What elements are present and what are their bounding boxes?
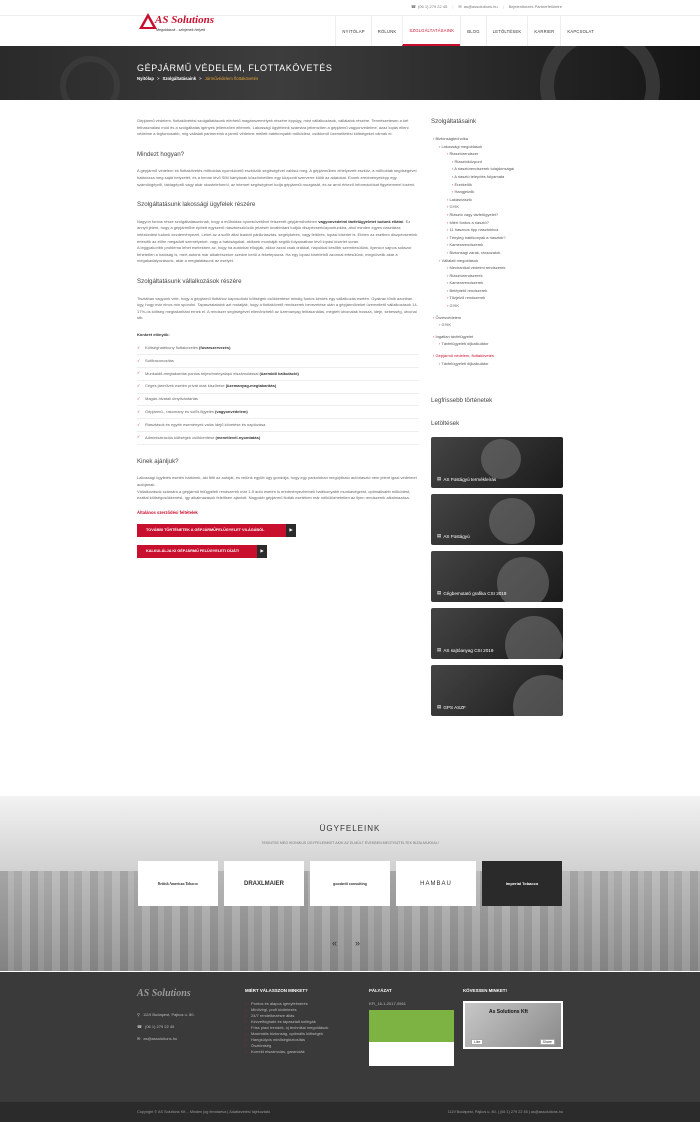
why-item: • Hangsúlyos minőségbiztosítás bbox=[245, 1037, 328, 1043]
sidebar-tree-item[interactable]: › A riasztó telepítés folyamata bbox=[452, 173, 505, 179]
benefit-item: ✓ Sofőrazonosítás bbox=[137, 355, 419, 368]
downloads-list bbox=[431, 437, 563, 716]
client-logo[interactable]: HAMBAU bbox=[396, 861, 476, 906]
chevron-right-icon: › bbox=[447, 280, 450, 286]
chevron-right-icon: › bbox=[447, 196, 450, 202]
chevron-right-icon: › bbox=[447, 227, 450, 233]
clients-title: ÜGYFELEINK bbox=[319, 824, 381, 833]
separator: | bbox=[452, 4, 454, 9]
location-icon: ⚲ bbox=[137, 1012, 140, 1017]
footer-phone[interactable]: ☎ (06 1) 279 22 45 bbox=[137, 1021, 195, 1033]
footer-email[interactable]: ✉ as@assolutions.hu bbox=[137, 1033, 195, 1045]
private-paragraph-2: A leggyakoribb probléma lehet esetekben az, hogy ha autónkat ellopják, akkor azzal csak órákkal, napokkal később szembesülünk, ilyenkor sajnos sokszor tehetetlen a hatóság is, mert autónk már alkatrészekre szedve kerül a feketepiacra. Ha egy lopási kísérletről azonnal értesülünk, megnövelik akár a megakadályozásunk, akár a megtalálásunk az esélyét. bbox=[137, 245, 412, 264]
chevron-right-icon: › bbox=[452, 173, 455, 179]
sidebar-tree-item[interactable]: › Őrzésvédelem bbox=[433, 314, 462, 320]
section-heading-private: Szolgáltatásunk lakossági ügyfelek részére bbox=[137, 201, 256, 209]
chevron-right-icon: › bbox=[439, 322, 442, 328]
logo-slogan: Megoldások - szinjenek helyett bbox=[156, 28, 206, 32]
mail-icon: ✉ bbox=[458, 4, 462, 9]
private-paragraph: Nagyon fontos része szolgáltatásunknak, hogy a műholdas nyomkövetővel felszerelt gépjárművekben vagyonvédelmi távfelügyeletet tudunk ellátni. Ez annyit jelent, hogy a gépjárműbe épített egyszerű riasztóeszközök jelzését továbbítani tudjuk diszpécserközpontunkba, ahol minden egyes riasztásra intézkedést tudunk kezdeményezni. Lehet az a sofőr által leadott pánikriasztás, segélykérés, vagy feltörés, lopási kísérlet is. Ebben az esetben diszpécsereink értesítik az előre megadott személyeket, vagy a hatóságokat, akiknek munkáját segítik folyamatban lévő lopási kísérlet során. bbox=[137, 218, 418, 244]
client-logo[interactable]: DRAXLMAIER bbox=[224, 861, 304, 906]
sidebar-tree-item[interactable]: › Tűzjelző rendszerek bbox=[447, 295, 486, 301]
chevron-right-icon: › bbox=[447, 151, 450, 157]
sidebar-tree-item[interactable]: › Biztonsági zárak, rácsozatok bbox=[447, 249, 501, 255]
client-logo[interactable]: goodwill consulting bbox=[310, 861, 390, 906]
breadcrumb-separator: > bbox=[156, 76, 160, 81]
header bbox=[100, 16, 600, 46]
sidebar-tree-item[interactable]: › Kamerarendszerek bbox=[447, 242, 484, 248]
carousel-prev-button[interactable]: « bbox=[332, 938, 338, 948]
bottom-contact: 1119 Budapest, Pajkos u. 80. | (06 1) 279 22 45 | as@assolutions.hu bbox=[447, 1110, 563, 1114]
benefit-item: ✓ Gépjármű-, rakomány és sofőr-figyelés (vagyonvédelem) bbox=[137, 406, 419, 419]
top-bar bbox=[0, 0, 700, 16]
arrow-right-icon: ▶ bbox=[286, 524, 296, 537]
phone-contact[interactable]: ☎ (06 1) 279 22 45 bbox=[410, 4, 448, 9]
who-paragraph-1: Lakossági ügyfelek esetén bárkinek, aki félti az autóját, és velünk együtt úgy gondolja, hogy egy parkolóban megújítható autóriasztó nem jelent igazi védelmet autójának. bbox=[137, 475, 417, 487]
download-caption: ▤ AS Füstágyú bbox=[437, 533, 470, 539]
sidebar-tree-item[interactable]: › Miért fontos a riasztó? bbox=[447, 219, 489, 225]
arrow-right-icon: ▶ bbox=[257, 545, 267, 558]
document-icon: ▤ bbox=[437, 590, 442, 596]
facebook-page-name[interactable]: As Solutions Kft bbox=[489, 1009, 528, 1015]
footer-logo[interactable]: AS Solutions bbox=[137, 988, 191, 999]
sidebar-tree-item[interactable]: › Mechanikai védelmi rendszerek bbox=[447, 265, 506, 271]
download-thumbnail bbox=[505, 616, 563, 659]
client-logo[interactable]: British American Tobacco bbox=[138, 861, 218, 906]
chevron-right-icon: › bbox=[452, 181, 455, 187]
business-paragraph: Tisztában vagyunk vele, hogy a gépjármű flottához kapcsolódó költségek csökkentése mindig fontos kérdés egy vállalkozás esetén. Gyakran tűnik azonban úgy, hogy már nincs min spórolni. Tapasztalataink azt mutatják, hogy a flottakövető rendszerek bevezetése után a gépjárműveket üzemeltető vállalkozások 14-17%-os költség megtakarítást érnek el. A rendszer segítségével ellenőrizhető az üzemanyag felhasználás, megtett útvonalak hossza, ideje, sebesség, útvonal stb. bbox=[137, 295, 418, 321]
sidebar-tree-item[interactable]: › Hangjelzők bbox=[452, 189, 475, 195]
intro-paragraph: Gépjármű védelem, flottakövetési szolgáltatásunk elérhető magánszemélyek részére éppúgy, mint vállalkozások, vállalatok részére. Természetesen a két felhasználási mód és a szolgáltatás igények jellemzően eltérnek. Lakossági ügyfeleink számára jellemzően a gépjármű vagyonvédelme, azaz lopás elleni védelme a legfontosabb, míg vállalati partnereink a jármű védelme mellett hatékonyabb működést, csökkenő üzemeltetési költségeket várnak el. bbox=[137, 118, 409, 137]
chevron-right-icon: › bbox=[452, 189, 455, 195]
chevron-right-icon: › bbox=[439, 257, 442, 263]
footer-tender-id: KFI_16-1-2017-0561 bbox=[369, 1001, 406, 1006]
why-item: • Friss piaci trendek, új technikai megoldások bbox=[245, 1025, 328, 1031]
footer-why bbox=[245, 988, 328, 1055]
benefit-item: ✓ Adminisztrációs költségek csökkentése (menetlevél-nyomtatás) bbox=[137, 432, 419, 445]
sidebar-tree-item[interactable]: › Távfelügyeleti díjkalkulátor bbox=[439, 360, 489, 366]
chevron-right-icon: › bbox=[447, 249, 450, 255]
sidebar-tree-item[interactable]: › Ingatlan távfelügyelet bbox=[433, 333, 474, 339]
logo-text: AS Solutions bbox=[155, 14, 215, 26]
hero-background-decoration bbox=[60, 56, 120, 100]
downloads-title: Letöltések bbox=[431, 420, 460, 428]
download-caption: ▤ Cégbemutató grafika CSI 2019 bbox=[437, 590, 507, 596]
chevron-right-icon: › bbox=[447, 295, 450, 301]
facebook-share-button[interactable]: Share bbox=[540, 1039, 555, 1045]
chevron-right-icon: › bbox=[452, 166, 455, 172]
section-heading-business: Szolgáltatásunk vállalkozások részére bbox=[137, 277, 242, 285]
news-title: Legfrissebb történetek bbox=[431, 397, 493, 405]
sidebar-tree-item[interactable]: › Érzékelők bbox=[452, 181, 473, 187]
benefit-item: ✓ Költséghatékony flottakezelés (fuvarszervezés) bbox=[137, 342, 419, 355]
section-heading-how: Mindezt hogyan? bbox=[137, 150, 185, 158]
phone-icon: ☎ bbox=[137, 1024, 142, 1029]
footer-why-title: MIÉRT VÁLASSZON MINKET? bbox=[245, 988, 308, 993]
sidebar-tree-item[interactable]: › Vállalati megoldások bbox=[439, 257, 479, 263]
breadcrumb-separator: > bbox=[199, 76, 202, 81]
benefits-list bbox=[137, 342, 419, 444]
footer-contact bbox=[137, 988, 195, 1045]
page-hero bbox=[0, 46, 700, 100]
why-item: • Kézzelfogható és tapasztalt kollégák bbox=[245, 1019, 328, 1025]
chevron-right-icon: › bbox=[452, 158, 455, 164]
chevron-right-icon: › bbox=[439, 341, 442, 347]
tender-badge-image[interactable] bbox=[369, 1010, 454, 1066]
more-stories-button[interactable]: TOVÁBBI TÖRTÉNETEK A GÉPJÁRMŰFELÜGYELET VILÁGÁBÓL ▶ bbox=[137, 524, 296, 537]
services-title: Szolgáltatásaink bbox=[431, 118, 477, 125]
download-card[interactable] bbox=[431, 494, 563, 545]
clients-subtitle: TEKINTSE MEG IKONIKUS ÜGYFELEINKET AKIK AZ ELMÚLT ÉVEKBEN MEGTISZTELTEK BIZALMUKKAL! bbox=[261, 841, 439, 845]
phone-icon: ☎ bbox=[410, 4, 416, 9]
download-caption: ▤ AS Füstágyú termékleírás bbox=[437, 476, 497, 482]
logo[interactable] bbox=[138, 8, 218, 38]
nav-item[interactable]: SZOLGÁLTATÁSAINK bbox=[402, 16, 460, 46]
main-nav bbox=[335, 16, 600, 46]
chevron-right-icon: › bbox=[433, 314, 436, 320]
chevron-right-icon: › bbox=[447, 242, 450, 248]
chevron-right-icon: › bbox=[447, 303, 450, 309]
benefits-title: Konkrét előnyök: bbox=[137, 331, 170, 337]
why-item: • Minővégi, profi kivitelezés bbox=[245, 1007, 328, 1013]
footer bbox=[0, 972, 700, 1102]
nav-item[interactable]: BLOG bbox=[460, 16, 485, 46]
chevron-right-icon: › bbox=[447, 211, 450, 217]
chevron-right-icon: › bbox=[447, 234, 450, 240]
why-item: • 24/7 rendelkezésre állás bbox=[245, 1013, 328, 1019]
copyright: Copyright © AS Solutions Kft. - Minden jog fenntartva | Adatkezelési tájékoztató bbox=[137, 1110, 271, 1114]
sidebar-tree-item[interactable]: › GYIK bbox=[439, 322, 452, 328]
chevron-right-icon: › bbox=[447, 272, 450, 278]
why-item: • Ösztöntség bbox=[245, 1043, 328, 1049]
facebook-like-button[interactable]: Like bbox=[471, 1039, 483, 1045]
footer-follow-title: KÖVESSEN MINKET! bbox=[463, 988, 507, 993]
fee-calculator-button[interactable]: KALKULÁLJA KI GÉPJÁRMŰ FELÜGYELETI DÍJÁT! ▶ bbox=[137, 545, 267, 558]
sidebar-tree-item[interactable]: › Riasztórendszer bbox=[447, 151, 479, 157]
footer-follow bbox=[463, 988, 563, 1049]
benefit-item: ✓ Céges járművek esetén privát utak kiszűrése (üzemanyag-megtakarítás) bbox=[137, 381, 419, 394]
sidebar-tree-item[interactable]: › Lakásriasztó bbox=[447, 196, 472, 202]
chevron-right-icon: › bbox=[433, 353, 436, 359]
footer-tender-title: PÁLYÁZAT bbox=[369, 988, 392, 993]
benefit-item: ✓ Riasztások és egyéb események valós idejű követése és naplózása bbox=[137, 419, 419, 432]
section-heading-who: Kinek ajánljuk? bbox=[137, 457, 179, 465]
main-content bbox=[137, 118, 419, 558]
document-icon: ▤ bbox=[437, 476, 442, 482]
document-icon: ▤ bbox=[437, 647, 442, 653]
download-card[interactable] bbox=[431, 551, 563, 602]
nav-item[interactable]: LETÖLTÉSEK bbox=[486, 16, 528, 46]
sidebar-tree-item[interactable]: › A riasztórendszerek tulajdonságai bbox=[452, 166, 515, 172]
chevron-right-icon: › bbox=[433, 136, 436, 141]
clients-logos bbox=[138, 861, 562, 906]
sidebar-tree-item[interactable]: › Riasztórendszerek bbox=[447, 272, 483, 278]
footer-address: ⚲ 1119 Budapest, Pajkos u. 80. bbox=[137, 1009, 195, 1021]
carousel-next-button[interactable]: » bbox=[355, 938, 361, 948]
download-card[interactable] bbox=[431, 665, 563, 716]
sidebar-tree-item[interactable]: › Távfelügyeleti díjkalkulátor bbox=[439, 341, 489, 347]
benefit-item: ✓ Munkaidő-megtakarítás pontos teljesítményalapú elszámolással (üzemidő kalkuláció) bbox=[137, 368, 419, 381]
partner-login-link[interactable]: Bejelentkezés Partnerfelületre bbox=[508, 4, 562, 9]
breadcrumb-current: Járművédelem flottakövetés bbox=[204, 76, 259, 81]
chevron-right-icon: › bbox=[447, 219, 450, 225]
why-item: • Maximális biztonság, optimális költségek bbox=[245, 1031, 328, 1037]
download-thumbnail bbox=[489, 498, 535, 544]
chevron-right-icon: › bbox=[439, 143, 442, 149]
mail-icon: ✉ bbox=[137, 1036, 141, 1041]
nav-item[interactable]: RÓLUNK bbox=[371, 16, 403, 46]
hero-background-decoration bbox=[540, 46, 660, 100]
sidebar-tree-item[interactable]: › Riasztóközpont bbox=[452, 158, 482, 164]
download-caption: ▤ AS sajtóanyag CSI 2019 bbox=[437, 647, 494, 653]
breadcrumb bbox=[137, 76, 258, 81]
clients-carousel-arrows bbox=[332, 938, 360, 948]
sidebar-tree-item[interactable]: › Riasztó vagy távfelügyelet? bbox=[447, 211, 499, 217]
services-tree bbox=[431, 135, 563, 367]
who-paragraph-2: Vállalkozások számára a gépjármű felügyeleti rendszerek már 1-5 autó esetén is eredményezhetnek hatékonyabb munkavégzést, optimálisabb működést, ezáltal költségcsökkenést, így alkalmazásuk felelősen ajánlott. Nagyobb gépjármű flották esetében már nélkülözhetetlen az ilyen rendszerek alkalmazása. bbox=[137, 488, 411, 501]
nav-item[interactable]: KARRIER bbox=[527, 16, 560, 46]
why-item: • Pontos és alapos igényfelmérés bbox=[245, 1001, 328, 1007]
sidebar-tree-item[interactable]: › Biztonságtechnika bbox=[433, 136, 468, 141]
download-caption: ▤ GPS ASZF bbox=[437, 704, 466, 710]
separator: | bbox=[502, 4, 504, 9]
sidebar-tree-item[interactable]: › Tényleg hatékonyak a riasztók? bbox=[447, 234, 506, 240]
sidebar-tree-item[interactable]: › Lakossági megoldások bbox=[439, 143, 483, 149]
download-thumbnail bbox=[513, 675, 563, 716]
breadcrumb-home[interactable]: Nyitólap bbox=[137, 76, 154, 81]
download-card[interactable] bbox=[431, 608, 563, 659]
document-icon: ▤ bbox=[437, 533, 442, 539]
why-item: • Korrekt elszámolás, garanciák bbox=[245, 1049, 328, 1055]
sidebar-tree-item[interactable]: › Kamerarendszerek bbox=[447, 280, 484, 286]
download-thumbnail bbox=[481, 439, 521, 479]
download-card[interactable] bbox=[431, 437, 563, 488]
chevron-right-icon: › bbox=[447, 265, 450, 271]
sidebar-tree-item[interactable]: › GYIK bbox=[447, 303, 460, 309]
sidebar-tree-item[interactable]: › 11 hasznos tipp riasztókhoz bbox=[447, 227, 499, 233]
nav-item[interactable]: NYITÓLAP bbox=[335, 16, 370, 46]
facebook-widget[interactable] bbox=[463, 1001, 563, 1049]
email-contact[interactable]: ✉ as@assolutions.hu bbox=[458, 4, 498, 9]
benefit-item: ✓ Magán-hivatali útnyilvántartás bbox=[137, 394, 419, 407]
how-paragraph: A gépjármű védelem és flottakövetés műholdas nyomkövető eszközök segítségével valósul meg. A gépjárműben elhelyezett eszköz, a műholdak segítségével határozza meg saját helyzetét, és a benne lévő SIM kártyának köszönhetően egy központi szerverre küldi az adatokat. Ennek eredményeképp egy számítógépről, táblagépről vagy akár okostelefonról, az internet segítségével tudja gépjárműi mozgását, és az arról érkező információkat figyelemmel kísérni. bbox=[137, 168, 417, 187]
chevron-right-icon: › bbox=[447, 204, 450, 210]
sidebar bbox=[431, 118, 563, 722]
chevron-right-icon: › bbox=[447, 287, 450, 293]
nav-item[interactable]: KAPCSOLAT bbox=[560, 16, 600, 46]
client-logo[interactable]: Imperial Tobacco bbox=[482, 861, 562, 906]
chevron-right-icon: › bbox=[433, 333, 436, 339]
sidebar-tree-item[interactable]: › GYIK bbox=[447, 204, 460, 210]
footer-why-list bbox=[245, 1001, 328, 1055]
document-icon: ▤ bbox=[437, 704, 442, 710]
footer-tender bbox=[369, 988, 454, 1066]
page-title: GÉPJÁRMŰ VÉDELEM, FLOTTAKÖVETÉS bbox=[137, 63, 333, 73]
breadcrumb-services[interactable]: Szolgáltatásaink bbox=[162, 76, 197, 81]
chevron-right-icon: › bbox=[439, 360, 442, 366]
bottom-bar bbox=[0, 1102, 700, 1122]
sidebar-tree-item[interactable]: › Gépjármű védelem, flottakövetés bbox=[433, 353, 494, 359]
terms-link[interactable]: Általános szerződési feltételek bbox=[137, 509, 198, 515]
sidebar-tree-item[interactable]: › Beléptető rendszerek bbox=[447, 287, 488, 293]
